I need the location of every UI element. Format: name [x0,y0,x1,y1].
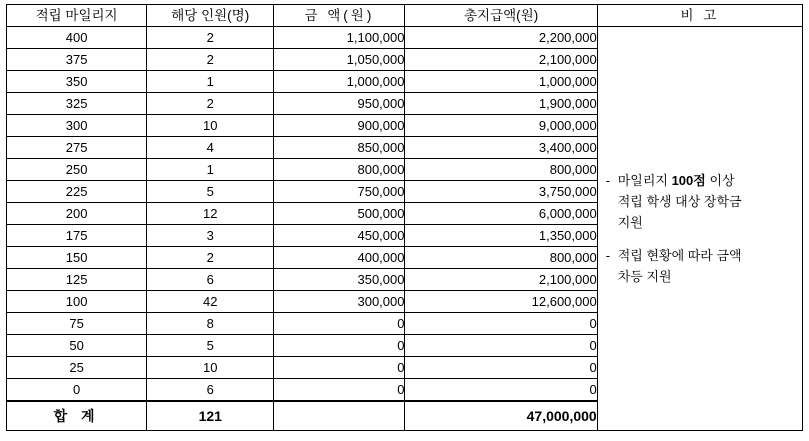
cell-total: 3,750,000 [405,181,597,203]
cell-total-sum: 47,000,000 [405,401,597,431]
cell-count: 2 [147,93,274,115]
cell-total: 800,000 [405,159,597,181]
cell-total: 1,900,000 [405,93,597,115]
column-header-amount: 금 액(원) [274,5,405,27]
cell-amount: 300,000 [274,291,405,313]
cell-amount: 950,000 [274,93,405,115]
cell-mileage: 250 [7,159,147,181]
cell-mileage: 200 [7,203,147,225]
cell-total: 0 [405,313,597,335]
cell-amount: 1,100,000 [274,27,405,49]
cell-amount: 1,050,000 [274,49,405,71]
cell-mileage: 150 [7,247,147,269]
cell-total: 800,000 [405,247,597,269]
cell-mileage: 275 [7,137,147,159]
cell-total-amount [274,401,405,431]
cell-mileage: 0 [7,379,147,402]
cell-mileage: 75 [7,313,147,335]
cell-count: 5 [147,335,274,357]
cell-amount: 0 [274,335,405,357]
cell-amount: 750,000 [274,181,405,203]
cell-count: 8 [147,313,274,335]
cell-amount: 500,000 [274,203,405,225]
note-item [606,170,792,233]
cell-mileage: 25 [7,357,147,379]
note-item [606,245,792,287]
note-line: 적립 학생 대상 장학금 [617,194,742,209]
column-header-total: 총지급액(원) [405,5,597,27]
note-line-bold: 100점 [671,173,706,188]
cell-amount: 400,000 [274,247,405,269]
cell-total: 2,100,000 [405,269,597,291]
cell-mileage: 50 [7,335,147,357]
cell-total: 0 [405,357,597,379]
note-line-post: 이상 [705,173,735,188]
cell-mileage: 300 [7,115,147,137]
note-line-pre: 마일리지 [617,173,672,188]
column-header-mileage: 적립 마일리지 [7,5,147,27]
cell-total: 2,200,000 [405,27,597,49]
cell-count: 42 [147,291,274,313]
cell-count: 2 [147,49,274,71]
cell-total: 9,000,000 [405,115,597,137]
note-line [618,170,742,191]
cell-amount: 0 [274,313,405,335]
note-line: 적립 현황에 따라 금액 [617,248,742,263]
cell-amount: 800,000 [274,159,405,181]
cell-count: 4 [147,137,274,159]
cell-amount: 350,000 [274,269,405,291]
cell-mileage: 125 [7,269,147,291]
table-header-row [7,5,803,27]
cell-amount: 900,000 [274,115,405,137]
table-row [7,27,803,49]
note-wrap [598,27,802,430]
cell-total-count: 121 [147,401,274,431]
cell-total: 3,400,000 [405,137,597,159]
cell-mileage: 175 [7,225,147,247]
table-header [7,5,803,27]
cell-total-label: 합 계 [7,401,147,431]
cell-total: 12,600,000 [405,291,597,313]
cell-count: 6 [147,269,274,291]
cell-count: 6 [147,379,274,402]
cell-mileage: 100 [7,291,147,313]
cell-count: 10 [147,357,274,379]
cell-mileage: 325 [7,93,147,115]
cell-amount: 850,000 [274,137,405,159]
cell-count: 3 [147,225,274,247]
cell-mileage: 350 [7,71,147,93]
note-dash: - [605,248,611,263]
note-text [618,245,742,287]
cell-amount: 1,000,000 [274,71,405,93]
cell-mileage: 375 [7,49,147,71]
cell-total: 6,000,000 [405,203,597,225]
cell-amount: 450,000 [274,225,405,247]
cell-total: 2,100,000 [405,49,597,71]
note-line: 차등 지원 [617,269,672,284]
note-dash: - [605,173,611,188]
cell-count: 2 [147,247,274,269]
cell-total: 1,000,000 [405,71,597,93]
cell-count: 5 [147,181,274,203]
column-header-count: 해당 인원(명) [147,5,274,27]
column-header-note: 비 고 [597,5,802,27]
cell-total: 0 [405,335,597,357]
cell-count: 2 [147,27,274,49]
cell-total: 0 [405,379,597,402]
table-body [7,27,803,431]
cell-count: 12 [147,203,274,225]
cell-count: 10 [147,115,274,137]
cell-count: 1 [147,159,274,181]
note-text [618,170,742,233]
note-cell [597,27,802,431]
cell-mileage: 400 [7,27,147,49]
note-line: 지원 [617,215,643,230]
cell-amount: 0 [274,379,405,402]
cell-mileage: 225 [7,181,147,203]
cell-amount: 0 [274,357,405,379]
mileage-scholarship-table [6,4,803,431]
cell-total: 1,350,000 [405,225,597,247]
cell-count: 1 [147,71,274,93]
